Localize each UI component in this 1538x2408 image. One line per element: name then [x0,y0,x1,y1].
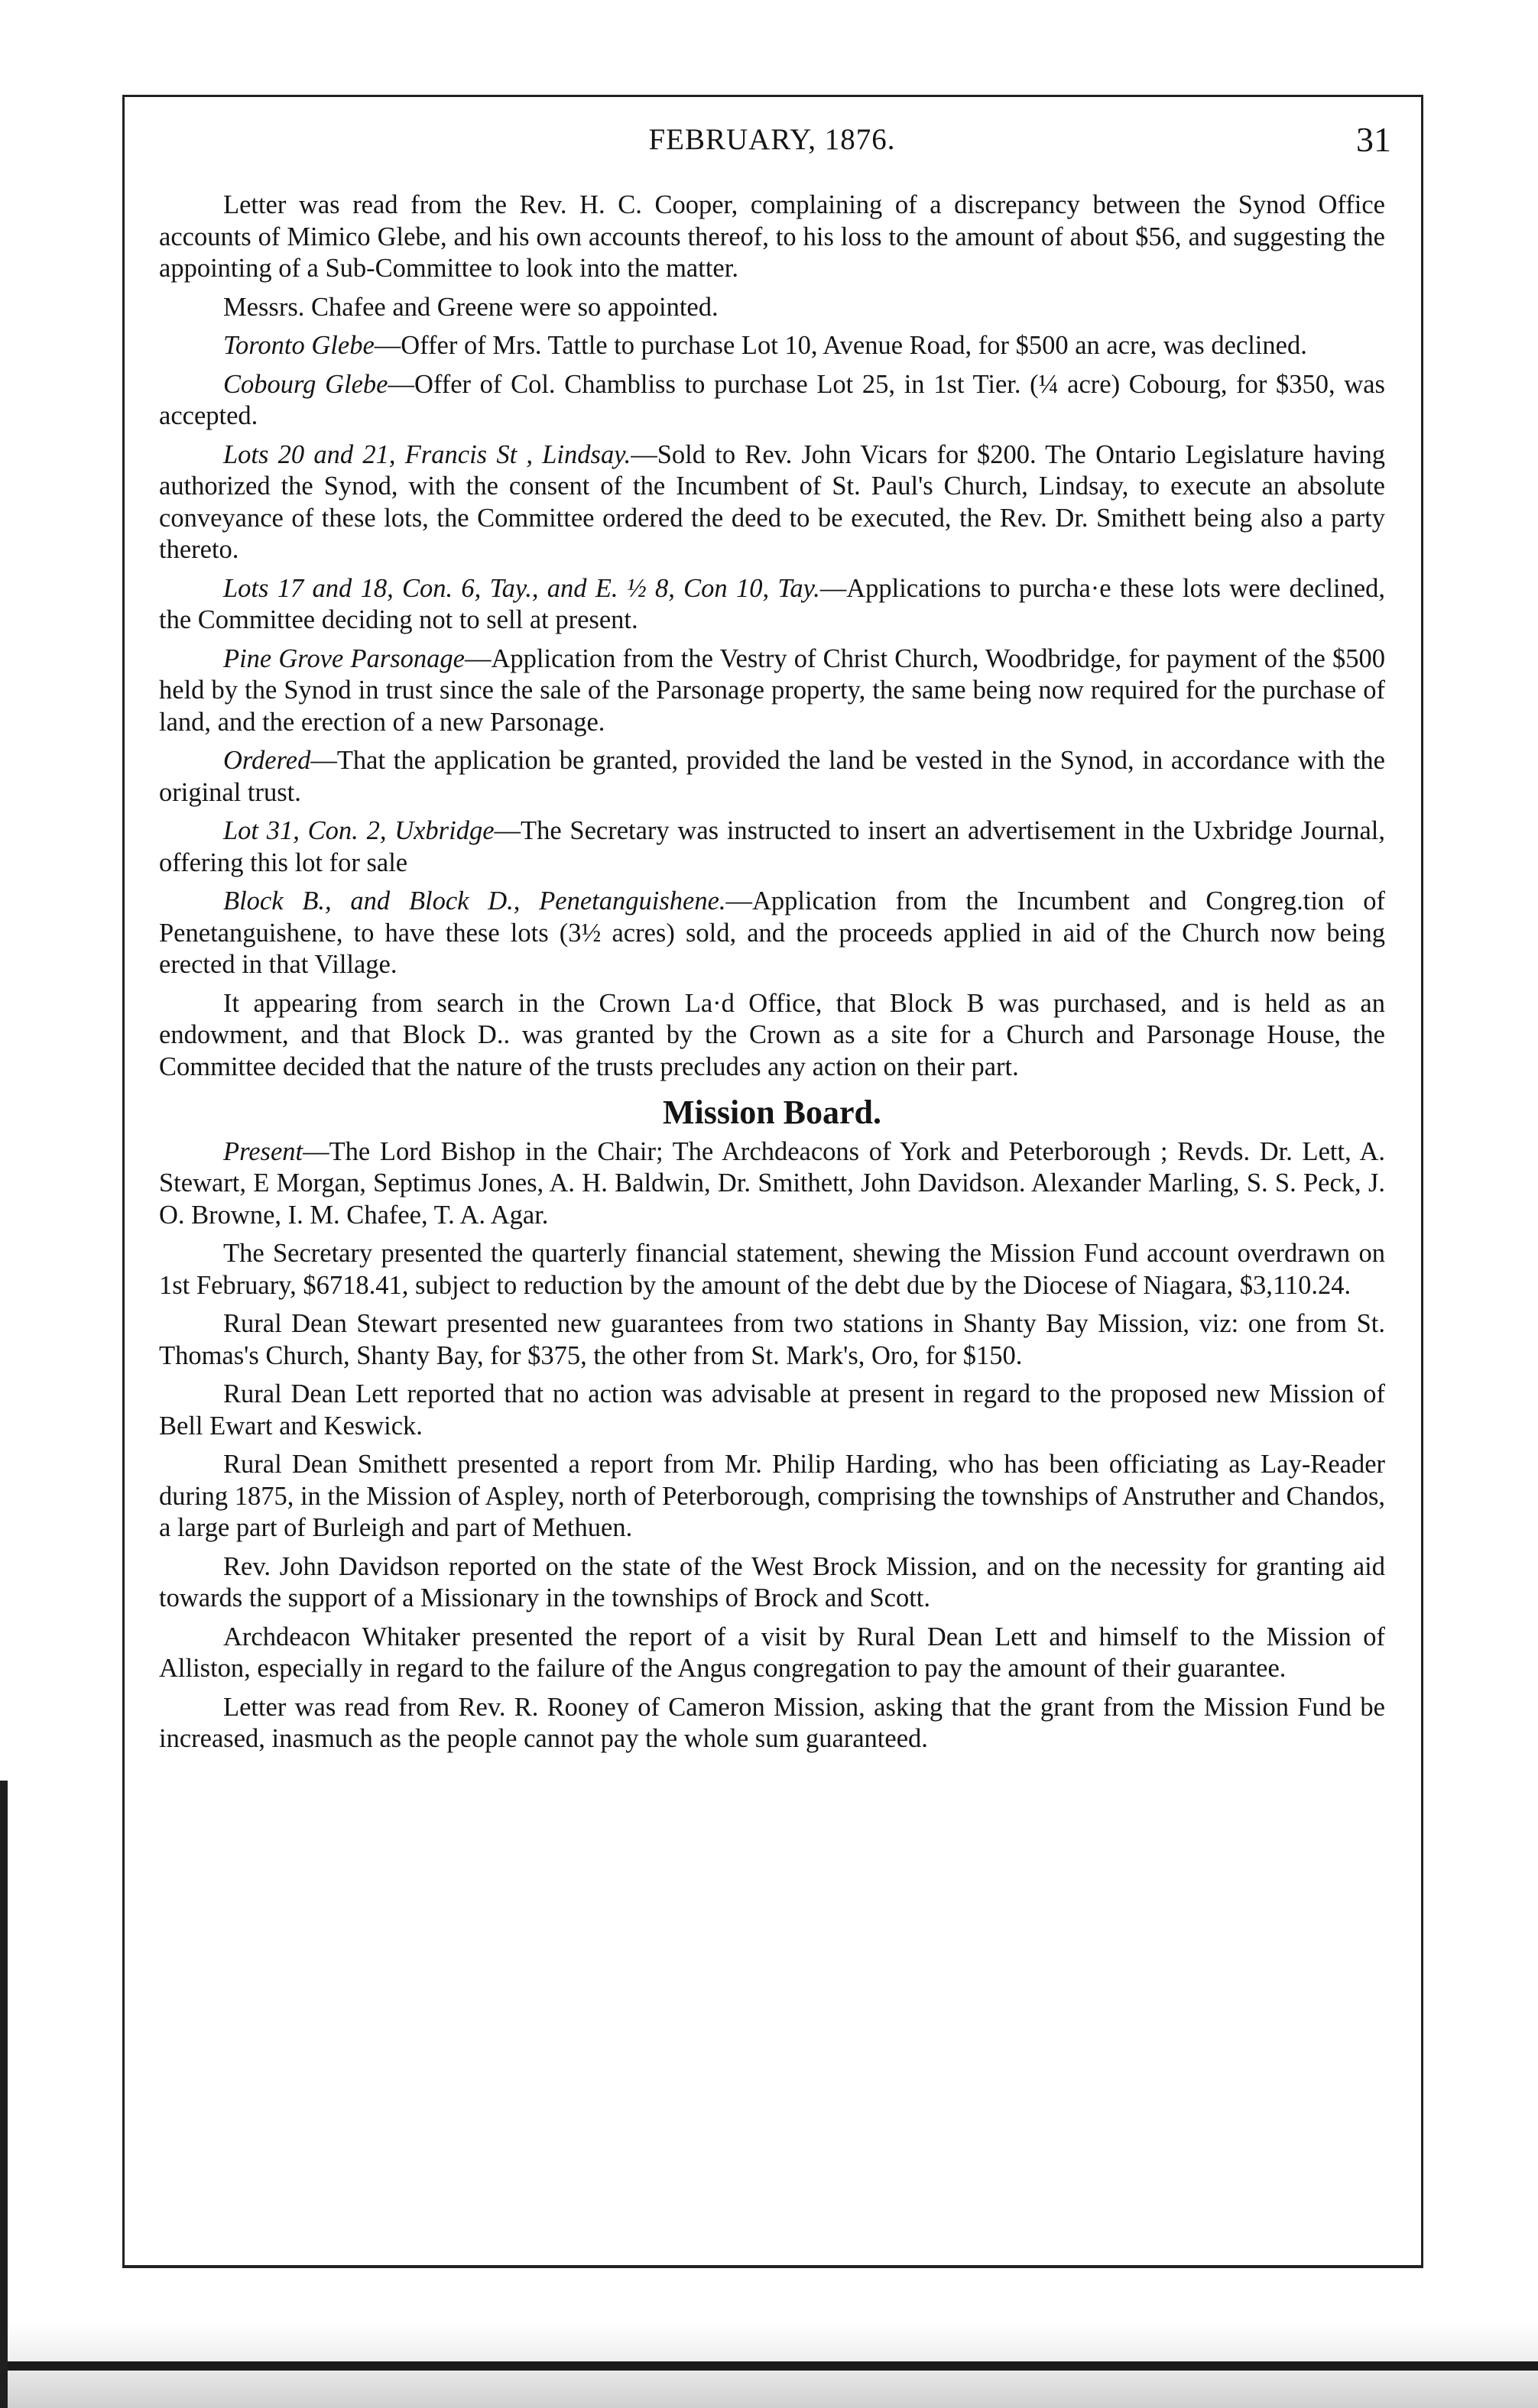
paragraph [159,190,1385,285]
paragraph [159,330,1385,362]
scan-edge-band [0,2361,1538,2371]
paragraph [159,573,1385,637]
paragraph-text: Rural Dean Lett reported that no action was advisable at present in regard to the proposed new Mission of Bell Ewart and Keswick. [159,1379,1385,1441]
paragraph [159,1379,1385,1442]
paragraph-text: It appearing from search in the Crown La·d Office, that Block B was purchased, and is held as an endowment, and that Block D.. was granted by the Crown as a site for a Church and Parsonage House, the Committee decided that the nature of the trusts precludes any action on their part. [159,988,1385,1081]
paragraph-text: Letter was read from Rev. R. Rooney of Cameron Mission, asking that the grant from the Mission Fund be increased, inasmuch as the people cannot pay the whole sum guaranteed. [159,1692,1385,1753]
paragraph-text: —The Lord Bishop in the Chair; The Archdeacons of York and Peterborough ; Revds. Dr. Lett, A. Stewart, E Morgan, Septimus Jones, A. H. Baldwin, Dr. Smithett, John Davidson. Alexander Marling, S. S. Peck, J. O. Browne, I. M. Chafee, T. A. Agar. [159,1136,1385,1230]
paragraph-lead: Lots 17 and 18, Con. 6, Tay., and E. ½ 8, Con 10, Tay. [223,573,820,603]
paragraph [159,369,1385,433]
paragraph-text: —The Secretary was instructed to insert an advertisement in the Uxbridge Journal, offering this lot for sale [159,816,1385,877]
paragraph [159,745,1385,809]
paragraph-text: Rev. John Davidson reported on the state of the West Brock Mission, and on the necessity for granting aid towards the support of a Missionary in the townships of Brock and Scott. [159,1551,1385,1612]
paragraph [159,886,1385,981]
binding-edge [0,1781,8,2408]
paragraph [159,643,1385,739]
running-head: FEBRUARY, 1876. [648,123,896,156]
paragraph-lead: Lot 31, Con. 2, Uxbridge [223,816,495,845]
section-heading: Mission Board. [662,1094,882,1131]
paragraph-text: The Secretary presented the quarterly financial statement, shewing the Mission Fund account overdrawn on 1st February, $6718.41, subject to reduction by the amount of the debt due by the Diocese of Niagara, $3,110.24. [159,1239,1385,1300]
paragraph-text: —Application from the Incumbent and Congreg.tion of Penetanguishene, to have these lots (3½ acres) sold, and the proceeds applied in aid of the Church now being erected in that Village. [159,886,1385,979]
paragraph [159,1238,1385,1301]
paragraph [159,439,1385,566]
paragraph-lead: Block B., and Block D., Penetanguishene. [223,886,726,916]
page-number: 31 [1356,120,1391,159]
paragraph-text: —Applications to purcha·e these lots were declined, the Committee deciding not to sell at present. [159,573,1386,634]
paragraph [159,815,1385,879]
paragraph [159,1308,1385,1372]
paragraph-lead: Toronto Glebe [223,331,375,360]
page-header [153,122,1391,168]
paragraph-text: Rural Dean Stewart presented new guarantees from two stations in Shanty Bay Mission, viz: one from St. Thomas's Church, Shanty Bay, for $375, the other from St. Mark's, Oro, for $150. [159,1309,1385,1370]
paragraph [159,1622,1385,1685]
paragraph-text: Rural Dean Smithett presented a report from Mr. Philip Harding, who has been officiating as Lay-Reader during 1875, in the Mission of Aspley, north of Peterborough, comprising the townships of Anstruther and Chandos, a large part of Burleigh and part of Methuen. [159,1450,1385,1542]
paragraph-lead: Pine Grove Parsonage [223,643,465,673]
paragraph-text: Messrs. Chafee and Greene were so appointed. [223,292,719,322]
paragraph-lead: Present [223,1136,303,1166]
page-body [159,190,1385,1762]
paragraph-text: —That the application be granted, provided the land be vested in the Synod, in accordance with the original trust. [159,746,1385,807]
paragraph-lead: Lots 20 and 21, Francis St , Lindsay. [223,439,631,469]
paragraph-text: Letter was read from the Rev. H. C. Cooper, complaining of a discrepancy between the Synod Office accounts of Mimico Glebe, and his own accounts thereof, to his loss to the amount of about $56, and suggesting the appointing of a Sub-Committee to look into the matter. [159,190,1385,283]
paragraph [159,1136,1385,1232]
paragraph-text: —Application from the Vestry of Christ Church, Woodbridge, for payment of the $500 held by the Synod in trust since the sale of the Parsonage property, the same being now required for the purchase of land, and the erection of a new Parsonage. [159,643,1385,737]
paragraph [159,988,1385,1084]
paragraph-text: Archdeacon Whitaker presented the report of a visit by Rural Dean Lett and himself to the Mission of Alliston, especially in regard to the failure of the Angus congregation to pay the amount of their guarantee. [159,1622,1385,1683]
paragraph-text: —Offer of Mrs. Tattle to purchase Lot 10, Avenue Road, for $500 an acre, was declined. [374,331,1307,360]
paragraph-lead: Cobourg Glebe [223,369,388,399]
paragraph-text: —Sold to Rev. John Vicars for $200. The Ontario Legislature having authorized the Synod, with the consent of the Incumbent of St. Paul's Church, Lindsay, to execute an absolute conveyance of these lots, the Committee ordered the deed to be executed, the Rev. Dr. Smithett being also a party thereto. [159,439,1385,564]
paragraph [159,1692,1385,1755]
paragraph-text: —Offer of Col. Chambliss to purchase Lot 25, in 1st Tier. (¼ acre) Cobourg, for $350, was accepted. [159,369,1385,430]
minutes-section-mission-board [159,1136,1385,1755]
paragraph [159,1449,1385,1544]
paragraph-lead: Ordered [223,746,311,775]
minutes-section-glebes [159,190,1385,1083]
paragraph [159,292,1385,324]
paragraph [159,1551,1385,1615]
bottom-rule [122,2265,1423,2268]
